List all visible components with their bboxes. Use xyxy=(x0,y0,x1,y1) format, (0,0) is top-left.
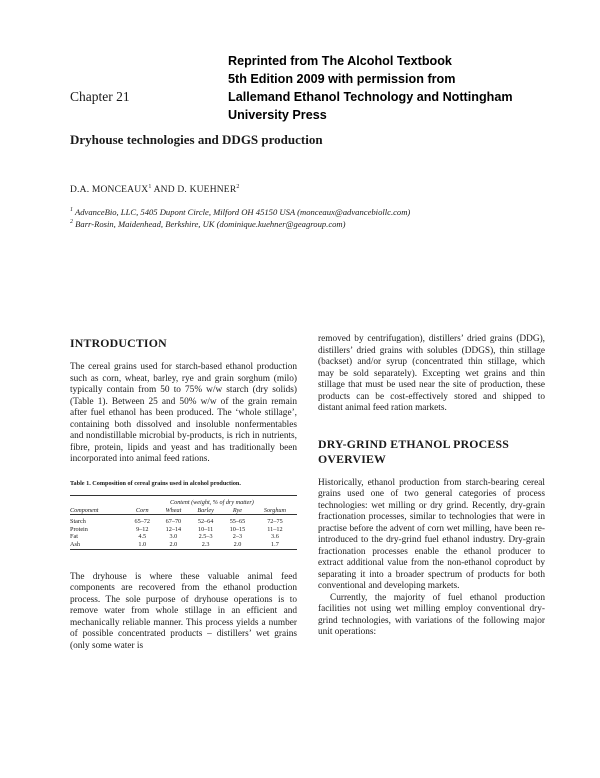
table-cell: 3.0 xyxy=(169,533,178,541)
table-cell: 9–12 xyxy=(136,525,149,533)
author-2-mark: 2 xyxy=(236,184,240,190)
table-header: Rye xyxy=(232,506,243,514)
table-cell: 3.6 xyxy=(271,533,279,541)
table-cell: 2.0 xyxy=(169,540,178,548)
table-cell: 11–12 xyxy=(267,525,283,533)
table-cell: 2.0 xyxy=(233,540,242,548)
table-cell: 2–3 xyxy=(232,533,243,541)
table-cell: 2.5–3 xyxy=(198,533,213,541)
chapter-title: Dryhouse technologies and DDGS production xyxy=(70,132,323,147)
intro-paragraph: The cereal grains used for starch-based ethanol production such as corn, wheat, barley, rye and grain sorghum (milo) typically contain from 50 to 75% w/w starch (dry solids) (Table 1). Between 25 and 50% w/w of the grain remain after fuel ethanol has been produced. The ‘whole stillage’, containing both dissolved and insoluble nonfermentables and nondistillable microbial by-products, is rich in nutrients, fibre, protein, lipids and yeast and has traditionally been incorporated into animal feed rations. xyxy=(70,362,297,464)
author-2: AND D. KUEHNER xyxy=(151,185,237,196)
table-header: Wheat xyxy=(165,506,182,514)
current-paragraph: Currently, the majority of fuel ethanol production facilities not using wet milling employ conventional dry-grind technologies, with variations of the following major unit operations: xyxy=(318,592,545,637)
table-cell: 1.0 xyxy=(138,540,147,548)
reprint-line: Lallemand Ethanol Technology and Nottingham xyxy=(228,90,513,104)
table-row xyxy=(70,541,297,549)
right-column xyxy=(318,334,545,639)
history-paragraph: Historically, ethanol production from starch-bearing cereal grains used one of two general categories of process technologies: wet milling or dry grind. Recently, dry-grain fractionation processes, similar to technologies that were in practise before the advent of corn wet milling, have been re-introduced to the dry-grind fuel ethanol industry. Dry-grain fractionation processes enable the ethanol producer to extract additional value from the non-ethanol coproduct by separating it into a broader spectrum of products for both conventional and developing markets. xyxy=(318,477,545,591)
affiliation-mark: 2 xyxy=(70,219,73,226)
table-cell: 52–64 xyxy=(197,518,214,526)
table-cell: 10–15 xyxy=(229,525,246,533)
affiliation-1 xyxy=(70,207,410,217)
author-1-mark: 1 xyxy=(148,184,152,190)
reprint-line: Reprinted from The Alcohol Textbook xyxy=(228,54,452,68)
table-cell: 12–14 xyxy=(165,525,182,533)
table-row xyxy=(70,533,297,541)
continued-paragraph: removed by centrifugation), distillers’ dried grains (DDG), distillers’ dried grains with solubles (DDGS), thin stillage (backset) and/or syrup (concentrated thin stillage, which may be sold separately). Excepting wet grains and thin stillage that must be used near the site of production, these products can be cost-effectively stored and shipped to distant animal feed ration markets. xyxy=(318,334,545,413)
affiliation-text: Barr-Rosin, Maidenhead, Berkshire, UK (dominique.kuehner@geagroup.com) xyxy=(73,219,346,229)
table-row xyxy=(70,526,297,534)
table-header: Sorghum xyxy=(263,506,286,514)
dryhouse-paragraph: The dryhouse is where these valuable animal feed components are recovered from the ethanol production process. The sole purpose of dryhouse operations is to remove water from whole stillage in an efficient and mechanically reliable manner. This process yields a number of possible concentrated products – distillers’ wet grains (only some water is xyxy=(70,571,297,651)
table-cell: 72–75 xyxy=(267,518,283,526)
table-header: Barley xyxy=(197,506,214,514)
affiliation-2 xyxy=(70,219,346,229)
table-cell: 55–65 xyxy=(229,518,246,526)
table-cell: 2.3 xyxy=(201,540,210,548)
section-heading-introduction: INTRODUCTION xyxy=(70,336,167,350)
reprint-notice xyxy=(228,52,593,124)
table-cell: 4.5 xyxy=(138,533,147,541)
table-row xyxy=(70,518,297,526)
table-caption: Table 1. Composition of cereal grains used in alcohol production. xyxy=(70,479,241,487)
section-heading-dry-grind: DRY-GRIND ETHANOL PROCESS OVERVIEW xyxy=(318,436,509,466)
author-1: D.A. MONCEAUX xyxy=(70,185,149,196)
reprint-line: University Press xyxy=(228,108,327,122)
table-cell: 1.7 xyxy=(271,540,279,548)
table-header: Component xyxy=(70,506,99,514)
table-cell: Starch xyxy=(70,518,86,526)
reprint-line: 5th Edition 2009 with permission from xyxy=(228,72,456,86)
author-line xyxy=(70,184,240,195)
table-header: Corn xyxy=(135,506,149,514)
table-cell: Protein xyxy=(70,525,88,533)
table-cell: 65–72 xyxy=(134,518,150,526)
table-cell: Fat xyxy=(70,533,78,541)
affiliation-mark: 1 xyxy=(70,207,73,214)
table-cell: Ash xyxy=(70,540,80,548)
table-1 xyxy=(70,478,297,552)
chapter-label: Chapter 21 xyxy=(70,89,130,104)
table-span-header: Content (weight, % of dry matter) xyxy=(169,499,254,506)
affiliation-text: AdvanceBio, LLC, 5405 Dupont Circle, Milford OH 45150 USA (monceaux@advancebiollc.com) xyxy=(73,207,411,217)
table-cell: 67–70 xyxy=(165,518,182,526)
left-column xyxy=(70,336,297,652)
table-cell: 10–11 xyxy=(197,525,214,533)
